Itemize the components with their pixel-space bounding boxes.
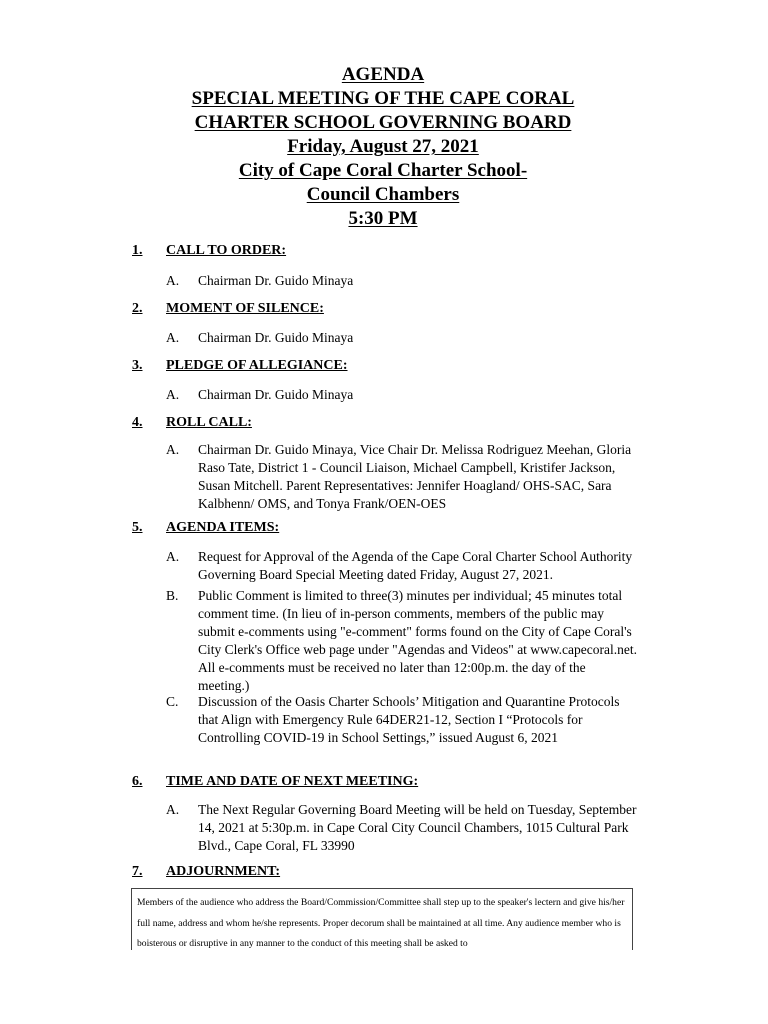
section-title: MOMENT OF SILENCE: (166, 301, 324, 316)
public-conduct-notice: Members of the audience who address the Board/Commission/Committee shall step up to the speaker's lectern and give his/her full name, address and whom he/she represents. Proper decorum shall be maintained at all time. Any audience member who is boisterous or disruptive in any manner to the conduct of this meeting shall be asked to (131, 888, 633, 950)
item-letter: A. (166, 802, 180, 817)
meeting-time: 5:30 PM (348, 208, 418, 229)
item-letter: A. (166, 387, 180, 402)
section-title: ADJOURNMENT: (166, 864, 281, 879)
meeting-location-line-2: Council Chambers (306, 184, 460, 205)
section-title: PLEDGE OF ALLEGIANCE: (166, 358, 348, 373)
section-title: ROLL CALL: (166, 415, 252, 430)
item-letter: A. (166, 442, 180, 457)
meeting-location-line-1: City of Cape Coral Charter School- (238, 160, 528, 181)
item-text: Discussion of the Oasis Charter Schools’ Mitigation and Quarantine Protocols that Align with Emergency Rule 64DER21-12, Section I “Protocols for Controlling COVID-19 in School Settings,” issued August 6, 2021 (198, 694, 620, 745)
section-title: AGENDA ITEMS: (166, 520, 280, 535)
section-title: CALL TO ORDER: (166, 243, 287, 258)
section-number: 5. (132, 520, 143, 535)
section-number: 4. (132, 415, 143, 430)
item-text: The Next Regular Governing Board Meeting will be held on Tuesday, September 14, 2021 at 5:30p.m. in Cape Coral City Council Chambers, 1015 Cultural Park Blvd., Cape Coral, FL 33990 (198, 802, 637, 853)
meeting-date: Friday, August 27, 2021 (287, 136, 479, 157)
section-number: 1. (132, 243, 143, 258)
meeting-title-line-1: SPECIAL MEETING OF THE CAPE CORAL (191, 88, 575, 109)
item-text: Public Comment is limited to three(3) minutes per individual; 45 minutes total comment time. (In lieu of in-person comments, members of the public may submit e-comments using "e-comment" forms found on the City of Cape Coral's City Clerk's Office web page under "Agendas and Videos" at www.capecoral.net. All e-comments must be received no later than 12:00p.m. the day of the meeting.) (198, 588, 638, 693)
section-number: 6. (132, 774, 143, 789)
meeting-title-line-2: CHARTER SCHOOL GOVERNING BOARD (194, 112, 572, 133)
item-text: Request for Approval of the Agenda of the Cape Coral Charter School Authority Governing Board Special Meeting dated Friday, August 27, 2021. (198, 549, 633, 582)
item-letter: B. (166, 588, 179, 603)
item-text: Chairman Dr. Guido Minaya (198, 273, 354, 288)
section-number: 7. (132, 864, 143, 879)
item-letter: A. (166, 273, 180, 288)
item-text: Chairman Dr. Guido Minaya, Vice Chair Dr. Melissa Rodriguez Meehan, Gloria Raso Tate, District 1 - Council Liaison, Michael Campbell, Kristifer Jackson, Susan Mitchell. Parent Representatives: Jennifer Hoagland/ OHS-SAC, Sara Kalbhenn/ OMS, and Tonya Frank/OEN-OES (198, 442, 632, 511)
section-title: TIME AND DATE OF NEXT MEETING: (166, 774, 419, 789)
agenda-header (0, 63, 766, 231)
section-number: 2. (132, 301, 143, 316)
section-number: 3. (132, 358, 143, 373)
agenda-title: AGENDA (341, 64, 425, 85)
item-letter: C. (166, 694, 179, 709)
item-letter: A. (166, 330, 180, 345)
item-letter: A. (166, 549, 180, 564)
item-text: Chairman Dr. Guido Minaya (198, 330, 354, 345)
item-text: Chairman Dr. Guido Minaya (198, 387, 354, 402)
